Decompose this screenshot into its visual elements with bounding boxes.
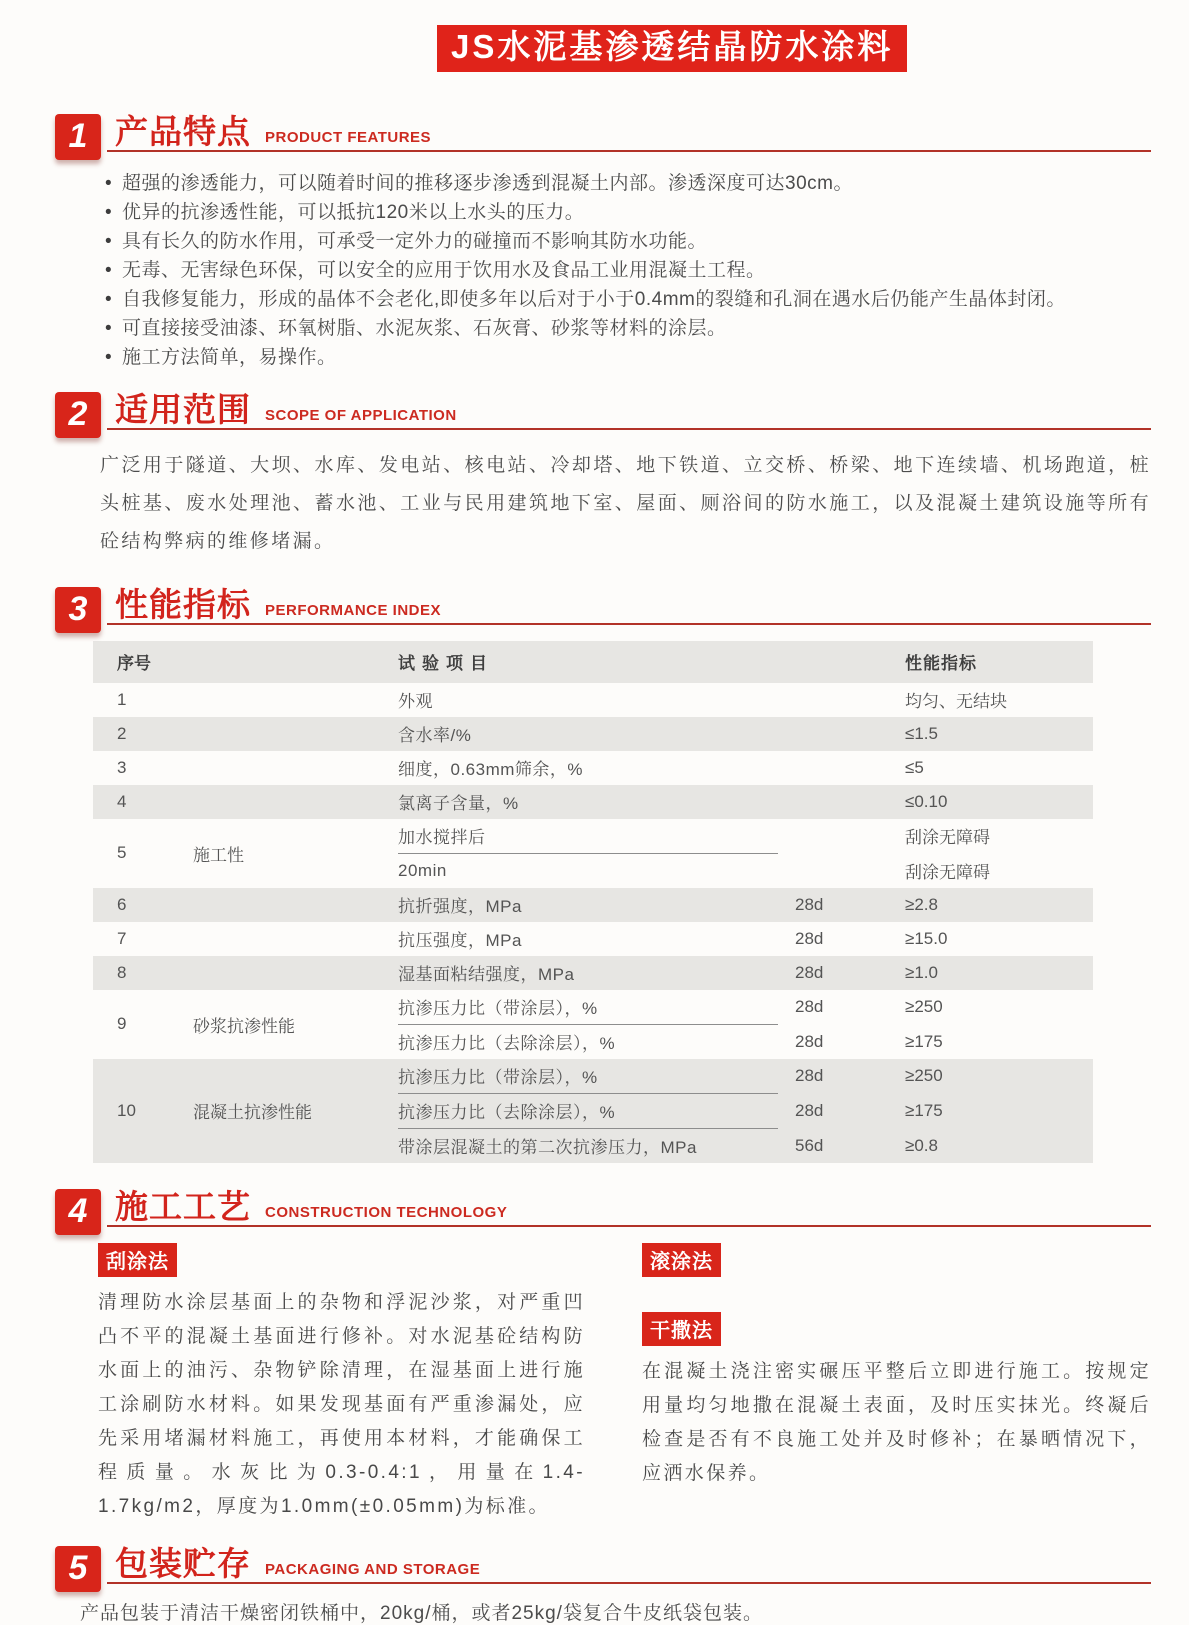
cell-age: 28d (795, 1031, 824, 1051)
header-cell-item: 试验项目 (398, 654, 494, 674)
cell-age: 28d (795, 928, 824, 948)
section-header-performance (55, 575, 1151, 629)
feature-item: • 具有长久的防水作用，可承受一定外力的碰撞而不影响其防水功能。 (105, 227, 1151, 256)
section-title: 施工工艺 (115, 1187, 251, 1225)
cell-item: 抗渗压力比（去除涂层），% (398, 1034, 616, 1054)
table-subrow (390, 922, 1093, 956)
cell-value: ≥2.8 (905, 894, 938, 914)
cell-subrows (390, 785, 1093, 819)
section-header-product-features (55, 102, 1151, 156)
cell-serial: 9 (117, 1014, 127, 1034)
cell-value: ≥15.0 (905, 928, 948, 948)
cell-value: ≥250 (905, 1065, 943, 1085)
cell-item: 20min (398, 860, 447, 880)
feature-list (55, 169, 1151, 372)
table-row (93, 751, 1093, 785)
cell-value: ≤0.10 (905, 791, 948, 811)
cell-value: 均匀、无结块 (905, 692, 1007, 712)
section-number-badge: 3 (55, 587, 101, 633)
feature-item: • 可直接接受油漆、环氧树脂、水泥灰浆、石灰膏、砂浆等材料的涂层。 (105, 314, 1151, 343)
table-subrow (390, 717, 1093, 751)
cell-item: 抗渗压力比（去除涂层），% (398, 1103, 616, 1123)
table-subrow (390, 1059, 1093, 1093)
header-cell-index: 性能指标 (905, 654, 977, 674)
cell-item: 抗折强度，MPa (398, 897, 522, 917)
table-subrow (390, 819, 1093, 853)
table-subrow (390, 956, 1093, 990)
cell-subrows (390, 751, 1093, 785)
cell-value: ≥175 (905, 1100, 943, 1120)
cell-subrows (390, 990, 1093, 1059)
table-row (93, 785, 1093, 819)
cell-age: 56d (795, 1135, 824, 1155)
cell-serial: 2 (117, 723, 127, 743)
table-subrow (390, 785, 1093, 819)
cell-subrows (390, 683, 1093, 717)
feature-item: • 自我修复能力，形成的晶体不会老化,即使多年以后对于小于0.4mm的裂缝和孔洞在遇水后仍能产生晶体封闭。 (105, 285, 1151, 314)
table-header-row (93, 641, 1093, 683)
section-title: 适用范围 (115, 390, 251, 428)
cell-serial: 10 (117, 1100, 136, 1120)
cell-age: 28d (795, 996, 824, 1016)
cell-item: 加水搅拌后 (398, 828, 486, 848)
cell-item: 含水率/% (398, 726, 472, 746)
feature-item: • 超强的渗透能力，可以随着时间的推移逐步渗透到混凝土内部。渗透深度可达30cm。 (105, 169, 1151, 198)
cell-value: ≥175 (905, 1031, 943, 1051)
table-subrow (390, 854, 1093, 888)
section-title: 包装贮存 (115, 1544, 251, 1582)
section-subtitle: PACKAGING AND STORAGE (265, 1560, 481, 1578)
cell-value: ≥0.8 (905, 1135, 938, 1155)
cell-age: 28d (795, 1065, 824, 1085)
cell-item: 外观 (398, 692, 433, 712)
table-row (93, 717, 1093, 751)
method-paragraph-dry-sprinkle: 在混凝土浇注密实碾压平整后立即进行施工。按规定用量均匀地撒在混凝土表面，及时压实抹光。终凝后检查是否有不良施工处并及时修补；在暴晒情况下，应洒水保养。 (642, 1360, 1151, 1484)
cell-item: 氯离子含量，% (398, 794, 519, 814)
cell-serial: 4 (117, 791, 127, 811)
feature-item: • 施工方法简单，易操作。 (105, 343, 1151, 372)
cell-serial: 8 (117, 962, 127, 982)
cell-item: 带涂层混凝土的第二次抗渗压力，MPa (398, 1138, 697, 1158)
cell-subrows (390, 956, 1093, 990)
section-number-badge: 5 (55, 1546, 101, 1592)
cell-item: 细度，0.63mm筛余，% (398, 760, 584, 780)
table-subrow (390, 1129, 1093, 1163)
cell-item: 抗渗压力比（带涂层），% (398, 1068, 598, 1088)
section-subtitle: CONSTRUCTION TECHNOLOGY (265, 1203, 508, 1221)
cell-subrows (390, 922, 1093, 956)
cell-item: 抗渗压力比（带涂层），% (398, 999, 598, 1019)
cell-serial: 1 (117, 689, 127, 709)
table-subrow (390, 683, 1093, 717)
cell-value: ≤1.5 (905, 723, 938, 743)
section-title: 性能指标 (115, 585, 251, 623)
header-cell-serial: 序号 (117, 654, 151, 674)
cell-age: 28d (795, 962, 824, 982)
section-header-packaging (55, 1534, 1151, 1588)
construction-columns (98, 1243, 1151, 1524)
cell-category: 混凝土抗渗性能 (193, 1103, 312, 1123)
cell-serial: 6 (117, 894, 127, 914)
section-number-badge: 1 (55, 114, 101, 160)
table-row (93, 990, 1093, 1059)
table-row (93, 819, 1093, 888)
cell-value: ≤5 (905, 757, 924, 777)
table-row (93, 1059, 1093, 1163)
cell-value: ≥250 (905, 996, 943, 1016)
cell-subrows (390, 819, 1093, 888)
cell-age: 28d (795, 1100, 824, 1120)
section-header-construction (55, 1177, 1151, 1231)
cell-value: 刮涂无障碍 (905, 828, 990, 848)
scope-paragraph: 广泛用于隧道、大坝、水库、发电站、核电站、冷却塔、地下铁道、立交桥、桥梁、地下连续墙、机场跑道，桩头桩基、废水处理池、蓄水池、工业与民用建筑地下室、屋面、厕浴间的防水施工，以及混凝土建筑设施等所有砼结构弊病的维修堵漏。 (100, 454, 1151, 552)
construction-column-right (642, 1243, 1151, 1524)
feature-item: • 无毒、无害绿色环保，可以安全的应用于饮用水及食品工业用混凝土工程。 (105, 256, 1151, 285)
cell-category: 施工性 (193, 845, 244, 865)
table-row (93, 888, 1093, 922)
cell-subrows (390, 888, 1093, 922)
cell-serial: 5 (117, 843, 127, 863)
table-row (93, 956, 1093, 990)
feature-item: • 优异的抗渗透性能，可以抵抗120米以上水头的压力。 (105, 198, 1151, 227)
table-subrow (390, 1094, 1093, 1128)
section-title: 产品特点 (115, 112, 251, 150)
method-paragraph-scrape-coating: 清理防水涂层基面上的杂物和浮泥沙浆，对严重凹凸不平的混凝土基面进行修补。对水泥基砼结构防水面上的油污、杂物铲除清理，在湿基面上进行施工涂刷防水材料。如果发现基面有严重渗漏处，应先采用堵漏材料施工，再使用本材料，才能确保工程质量。水灰比为0.3-0.4:1，用量在1.4-1.7kg/m2，厚度为1.0mm(±0.05mm)为标准。 (98, 1291, 585, 1517)
method-tag-dry-sprinkle: 干撒法 (642, 1312, 721, 1346)
table-subrow (390, 1025, 1093, 1059)
cell-item: 抗压强度，MPa (398, 931, 522, 951)
section-number-badge: 2 (55, 392, 101, 438)
table-subrow (390, 751, 1093, 785)
cell-value: ≥1.0 (905, 962, 938, 982)
cell-subrows (390, 1059, 1093, 1163)
method-tag-roller-coating: 滚涂法 (642, 1243, 721, 1277)
table-subrow (390, 888, 1093, 922)
section-header-scope (55, 380, 1151, 434)
section-subtitle: SCOPE OF APPLICATION (265, 406, 457, 424)
cell-serial: 7 (117, 928, 127, 948)
product-title-banner: JS水泥基渗透结晶防水涂料 (437, 25, 907, 72)
cell-age: 28d (795, 894, 824, 914)
performance-table (93, 641, 1093, 1163)
table-row (93, 683, 1093, 717)
cell-category: 砂浆抗渗性能 (193, 1016, 295, 1036)
cell-value: 刮涂无障碍 (905, 863, 990, 883)
construction-column-left (98, 1243, 585, 1524)
packaging-paragraph: 产品包装于清洁干燥密闭铁桶中，20kg/桶，或者25kg/袋复合牛皮纸袋包装。 (80, 1602, 763, 1624)
section-number-badge: 4 (55, 1189, 101, 1235)
table-row (93, 922, 1093, 956)
table-subrow (390, 990, 1093, 1024)
cell-subrows (390, 717, 1093, 751)
cell-item: 湿基面粘结强度，MPa (398, 965, 575, 985)
cell-serial: 3 (117, 757, 127, 777)
method-tag-scrape-coating: 刮涂法 (98, 1243, 177, 1277)
section-subtitle: PERFORMANCE INDEX (265, 601, 442, 619)
section-subtitle: PRODUCT FEATURES (265, 128, 432, 146)
